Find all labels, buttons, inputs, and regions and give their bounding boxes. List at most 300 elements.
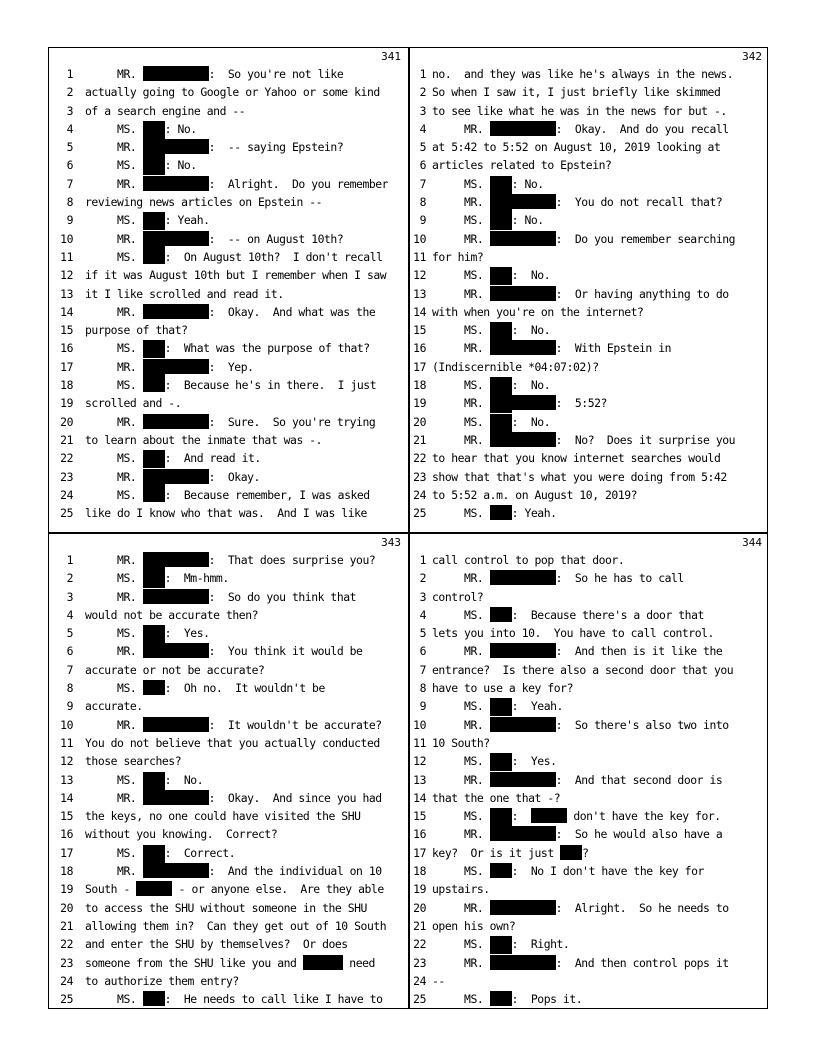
text-segment: : No. <box>164 772 204 787</box>
text-segment: : No I don't have the key for <box>511 864 704 879</box>
line-number: 3 <box>66 103 73 118</box>
text-segment: : You think it would be <box>208 644 363 659</box>
transcript-line <box>49 606 407 624</box>
text-segment: key? Or is it just <box>432 845 561 860</box>
transcript-line <box>410 211 768 229</box>
line-number: 24 <box>60 973 73 988</box>
redaction-block <box>531 808 567 823</box>
text-segment: : And read it. <box>164 451 261 466</box>
transcript-line <box>49 285 407 303</box>
line-text <box>432 642 722 660</box>
transcript-line <box>410 120 768 138</box>
redaction-block <box>143 66 209 81</box>
text-segment: MS. <box>432 323 490 338</box>
text-segment: : Yeah. <box>164 213 210 228</box>
text-segment: : Okay. And since you had <box>208 790 382 805</box>
line-text <box>432 486 637 504</box>
transcript-line <box>49 917 407 935</box>
redaction-block <box>143 414 209 429</box>
text-segment: : Because remember, I was asked <box>164 487 370 502</box>
transcript-line <box>410 899 768 917</box>
transcript-line <box>49 624 407 642</box>
line-number: 16 <box>413 341 426 356</box>
redaction-block <box>143 859 165 863</box>
transcript-line <box>410 679 768 697</box>
line-number: 15 <box>60 809 73 824</box>
text-segment: entrance? Is there also a second door that you <box>432 662 734 677</box>
transcript-line <box>410 990 768 1008</box>
transcript-line <box>410 285 768 303</box>
transcript-line <box>49 321 407 339</box>
redaction-block <box>143 121 165 136</box>
text-segment: that the one that -? <box>432 790 561 805</box>
line-number: 21 <box>413 432 426 447</box>
transcript-line <box>49 65 407 83</box>
line-text <box>85 376 376 394</box>
transcript-line <box>410 175 768 193</box>
text-segment: -- <box>432 973 445 988</box>
text-segment: : He needs to call like I have to <box>164 992 383 1007</box>
redaction-block <box>490 712 512 716</box>
text-segment: MS. <box>432 937 490 952</box>
page-number: 341 <box>381 50 401 63</box>
text-segment: MS. <box>432 992 490 1007</box>
line-text <box>85 789 382 807</box>
text-segment: : Okay. <box>208 469 260 484</box>
line-text <box>85 825 277 843</box>
line-text <box>432 734 490 752</box>
line-number: 14 <box>413 304 426 319</box>
page-number: 342 <box>742 50 762 63</box>
text-segment: MR. <box>85 589 143 604</box>
redaction-block <box>143 584 165 588</box>
text-segment: : Pops it. <box>511 992 583 1007</box>
text-segment: MS. <box>432 809 490 824</box>
redaction-block <box>490 717 556 732</box>
line-text <box>85 697 143 715</box>
text-segment: : No. <box>511 378 551 393</box>
redaction-block <box>143 359 209 374</box>
line-number: 1 <box>66 67 73 81</box>
redaction-block <box>143 171 165 175</box>
transcript-line <box>410 697 768 715</box>
transcript-line <box>49 569 407 587</box>
text-segment: : Yeah. <box>511 506 557 521</box>
line-text <box>432 825 722 843</box>
line-text <box>432 248 483 266</box>
transcript-line <box>49 248 407 266</box>
text-segment: MR. <box>432 717 490 732</box>
line-text <box>85 899 367 917</box>
line-text <box>85 230 343 248</box>
transcript-line <box>49 697 407 715</box>
text-segment: MR. <box>85 717 143 732</box>
redaction-block <box>143 483 165 487</box>
line-text <box>432 138 720 156</box>
line-text <box>85 175 388 193</box>
text-segment: have to use a key for? <box>432 681 573 696</box>
redaction-block <box>490 414 512 429</box>
text-segment: : Yes. <box>511 754 557 769</box>
transcript-line <box>410 339 768 357</box>
redaction-block <box>143 176 209 191</box>
redaction-block <box>490 570 556 585</box>
line-number: 15 <box>413 323 426 338</box>
transcript-line <box>49 935 407 953</box>
redaction-block <box>490 936 512 951</box>
line-number: 8 <box>66 681 73 696</box>
text-segment: MS. <box>432 378 490 393</box>
text-segment: of a search engine and -- <box>85 103 246 118</box>
line-text <box>432 862 704 880</box>
text-segment: : Alright. Do you remember <box>208 176 389 191</box>
redaction-block <box>490 391 512 395</box>
text-segment: : Or having anything to do <box>555 286 729 301</box>
text-segment: MS. <box>85 213 143 228</box>
text-segment: MR. <box>432 955 490 970</box>
line-number: 20 <box>413 414 426 429</box>
text-segment: to learn about the inmate that was -. <box>85 432 323 447</box>
line-number: 11 <box>413 249 426 264</box>
line-text <box>432 468 727 486</box>
line-number: 1 <box>419 553 426 567</box>
line-number: 20 <box>413 900 426 915</box>
transcript-line <box>49 102 407 120</box>
text-segment: : Right. <box>511 937 570 952</box>
transcript-line <box>49 954 407 972</box>
text-segment: : No. <box>511 176 544 191</box>
line-number: 19 <box>60 396 73 411</box>
text-segment: : Sure. So you're trying <box>208 414 376 429</box>
redaction-block <box>143 231 209 246</box>
line-text <box>432 661 733 679</box>
redaction-block <box>143 135 165 139</box>
line-number: 11 <box>60 735 73 750</box>
line-text <box>85 156 197 174</box>
text-segment: MR. <box>85 176 143 191</box>
transcript-line <box>49 358 407 376</box>
text-segment: MS. <box>85 571 143 586</box>
line-number: 21 <box>60 918 73 933</box>
line-text <box>85 862 382 880</box>
line-number: 17 <box>413 845 426 860</box>
text-segment: MS. <box>85 451 143 466</box>
transcript-lines <box>410 551 768 1008</box>
line-number: 13 <box>413 772 426 787</box>
line-number: 8 <box>419 681 426 696</box>
line-text <box>432 285 729 303</box>
transcript-line <box>410 588 768 606</box>
transcript-line <box>410 394 768 412</box>
line-text <box>432 972 445 990</box>
transcript-line <box>49 413 407 431</box>
line-text <box>85 468 260 486</box>
line-text <box>432 917 515 935</box>
line-number: 3 <box>419 589 426 604</box>
text-segment: (Indiscernible *04:07:02)? <box>432 359 599 374</box>
text-segment: if it was August 10th but I remember when I saw <box>85 268 387 283</box>
text-segment: MS. <box>432 607 490 622</box>
transcript-line <box>49 120 407 138</box>
line-text <box>432 303 643 321</box>
redaction-block <box>143 589 209 604</box>
text-segment: MR. <box>85 231 143 246</box>
transcript-line <box>410 138 768 156</box>
text-segment: to see like what he was in the news for but -. <box>432 103 727 118</box>
transcript-line <box>410 468 768 486</box>
page-344-panel <box>410 534 768 1012</box>
text-segment: : No? Does it surprise you <box>555 432 736 447</box>
line-text <box>85 716 382 734</box>
line-number: 23 <box>60 955 73 970</box>
text-segment: to hear that you know internet searches would <box>432 451 721 466</box>
page-341-panel <box>49 48 407 526</box>
text-segment: MR. <box>85 553 143 567</box>
transcript-line <box>410 504 768 522</box>
text-segment: MS. <box>85 992 143 1007</box>
line-number: 18 <box>413 864 426 879</box>
text-segment: MS. <box>432 268 490 283</box>
text-segment: : What was the purpose of that? <box>164 341 370 356</box>
redaction-block <box>490 767 512 771</box>
line-text <box>85 303 375 321</box>
transcript-line <box>49 734 407 752</box>
text-segment: MR. <box>85 414 143 429</box>
line-number: 21 <box>60 432 73 447</box>
line-text <box>85 339 370 357</box>
text-segment: : No. <box>511 414 551 429</box>
redaction-block <box>490 281 512 285</box>
line-text <box>432 230 735 248</box>
line-number: 20 <box>60 900 73 915</box>
text-segment: call control to pop that door. <box>432 553 625 567</box>
transcript-line <box>410 917 768 935</box>
line-number: 7 <box>66 662 73 677</box>
text-segment: : Do you remember searching <box>555 231 736 246</box>
text-segment: MS. <box>85 158 143 173</box>
line-text <box>432 449 720 467</box>
line-number: 14 <box>60 790 73 805</box>
text-segment: : On August 10th? I don't recall <box>164 249 383 264</box>
transcript-line <box>410 569 768 587</box>
transcript-line <box>49 193 407 211</box>
line-number: 6 <box>66 644 73 659</box>
line-text <box>432 339 671 357</box>
text-segment: South - <box>85 882 137 897</box>
redaction-block <box>143 487 165 502</box>
text-segment: MR. <box>85 864 143 879</box>
redaction-block <box>490 336 512 340</box>
line-number: 1 <box>419 67 426 81</box>
text-segment: : You do not recall that? <box>555 195 723 210</box>
line-number: 12 <box>60 268 73 283</box>
redaction-block <box>143 863 209 878</box>
text-segment: MR. <box>432 396 490 411</box>
line-number: 6 <box>419 644 426 659</box>
transcript-line <box>49 661 407 679</box>
transcript-line <box>410 935 768 953</box>
redaction-block <box>143 680 165 695</box>
redaction-block <box>143 226 165 230</box>
text-segment: : And the individual on 10 <box>208 864 382 879</box>
transcript-line <box>49 789 407 807</box>
text-segment: : So there's also two into <box>555 717 729 732</box>
redaction-block <box>490 772 556 787</box>
line-text <box>85 972 239 990</box>
text-segment: MS. <box>432 864 490 879</box>
line-text <box>432 193 722 211</box>
text-segment: : Yes. <box>164 626 210 641</box>
text-segment: MR. <box>432 231 490 246</box>
line-number: 13 <box>60 772 73 787</box>
line-number: 4 <box>419 607 426 622</box>
redaction-block <box>560 845 582 860</box>
line-number: 4 <box>419 121 426 136</box>
line-number: 19 <box>413 396 426 411</box>
redaction-block <box>490 208 512 212</box>
text-segment: articles related to Epstein? <box>432 158 612 173</box>
text-segment: purpose of that? <box>85 323 188 338</box>
line-text <box>85 917 386 935</box>
text-segment: So when I saw it, I just briefly like skimmed <box>432 85 721 100</box>
transcript-line <box>410 266 768 284</box>
line-number: 9 <box>419 699 426 714</box>
line-text <box>85 880 384 898</box>
text-segment: it I like scrolled and read it. <box>85 286 284 301</box>
transcript-line <box>49 807 407 825</box>
redaction-block <box>143 625 165 640</box>
text-segment: those searches? <box>85 754 182 769</box>
line-text <box>432 431 735 449</box>
text-segment: MS. <box>432 414 490 429</box>
line-text <box>85 120 197 138</box>
redaction-block <box>490 409 512 413</box>
transcript-line <box>410 230 768 248</box>
redaction-block <box>143 377 165 392</box>
text-segment: ? <box>582 845 589 860</box>
line-text <box>85 642 362 660</box>
line-text <box>432 156 611 174</box>
text-segment: MR. <box>85 67 143 81</box>
text-segment: the keys, no one could have visited the SHU <box>85 809 361 824</box>
transcript-line <box>49 588 407 606</box>
line-text <box>85 954 375 972</box>
transcript-line <box>49 175 407 193</box>
line-text <box>432 211 544 229</box>
redaction-block <box>490 826 556 841</box>
text-segment: MR. <box>432 772 490 787</box>
text-segment: : No. <box>511 213 544 228</box>
line-text <box>432 880 490 898</box>
line-text <box>85 394 181 412</box>
redaction-block <box>490 428 512 432</box>
transcript-line <box>410 661 768 679</box>
page-number: 344 <box>742 536 762 549</box>
text-segment: like do I know who that was. And I was like <box>85 506 367 521</box>
text-segment: - or anyone else. Are they able <box>172 882 384 897</box>
transcript-line <box>410 825 768 843</box>
text-segment: : Because there's a door that <box>511 607 704 622</box>
text-segment: at 5:42 to 5:52 on August 10, 2019 looking at <box>432 140 721 155</box>
line-number: 4 <box>66 121 73 136</box>
text-segment: : Mm-hmm. <box>164 571 229 586</box>
line-text <box>432 954 729 972</box>
line-number: 23 <box>413 469 426 484</box>
text-segment: MR. <box>85 790 143 805</box>
line-number: 19 <box>60 882 73 897</box>
text-segment: : Yeah. <box>511 699 563 714</box>
text-segment: would not be accurate then? <box>85 607 259 622</box>
transcript-line <box>49 825 407 843</box>
line-text <box>85 807 361 825</box>
transcript-line <box>410 248 768 266</box>
redaction-block <box>490 121 556 136</box>
line-text <box>432 716 729 734</box>
line-number: 22 <box>60 451 73 466</box>
text-segment: : Because he's in there. I just <box>164 378 377 393</box>
line-number: 16 <box>60 827 73 842</box>
line-number: 23 <box>413 955 426 970</box>
line-text <box>85 431 322 449</box>
text-segment: scrolled and -. <box>85 396 182 411</box>
transcript-line <box>49 303 407 321</box>
transcript-line <box>49 752 407 770</box>
text-segment: You do not believe that you actually conducted <box>85 735 380 750</box>
redaction-block <box>490 286 556 301</box>
line-number: 8 <box>66 195 73 210</box>
text-segment: and enter the SHU by themselves? Or does <box>85 937 348 952</box>
redaction-block <box>143 786 165 790</box>
text-segment: MS. <box>432 176 490 191</box>
line-number: 22 <box>413 937 426 952</box>
line-number: 11 <box>413 735 426 750</box>
transcript-line <box>410 413 768 431</box>
line-number: 14 <box>60 304 73 319</box>
text-segment: : It wouldn't be accurate? <box>208 717 382 732</box>
text-segment: MR. <box>85 644 143 659</box>
line-text <box>432 504 557 522</box>
text-segment: open his own? <box>432 918 516 933</box>
transcript-line <box>49 642 407 660</box>
text-segment: actually going to Google or Yahoo or some kind <box>85 85 380 100</box>
text-segment: MR. <box>432 900 490 915</box>
transcript-line <box>49 339 407 357</box>
line-text <box>432 175 544 193</box>
text-segment: : So he would also have a <box>555 827 723 842</box>
line-text <box>432 990 582 1008</box>
line-number: 16 <box>413 827 426 842</box>
text-segment: : And then is it like the <box>555 644 723 659</box>
transcript-line <box>410 486 768 504</box>
line-number: 18 <box>413 378 426 393</box>
line-text <box>432 358 599 376</box>
line-number: 6 <box>419 158 426 173</box>
redaction-block <box>303 955 343 970</box>
text-segment: : 5:52? <box>555 396 607 411</box>
transcript-line <box>49 449 407 467</box>
text-segment: MS. <box>432 754 490 769</box>
line-text <box>432 807 721 825</box>
transcript-line <box>49 431 407 449</box>
transcript-line <box>49 972 407 990</box>
transcript-line <box>49 504 407 522</box>
line-number: 12 <box>413 754 426 769</box>
redaction-block <box>490 955 556 970</box>
text-segment: to 5:52 a.m. on August 10, 2019? <box>432 487 638 502</box>
text-segment: lets you into 10. You have to call control. <box>432 626 714 641</box>
line-text <box>85 679 325 697</box>
line-number: 2 <box>419 85 426 100</box>
